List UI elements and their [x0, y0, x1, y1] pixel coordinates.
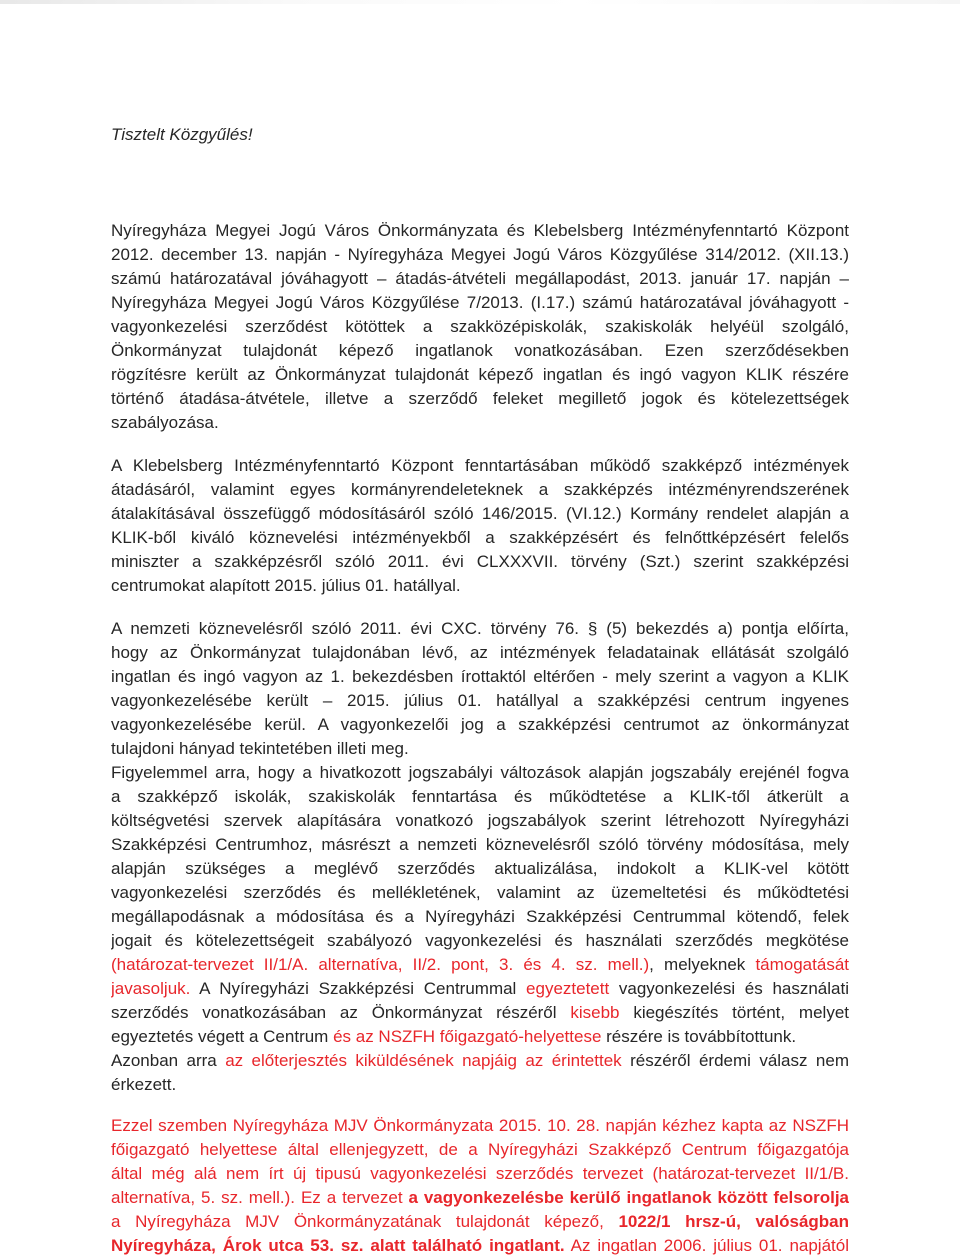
line-text: Azonban arra	[111, 1051, 226, 1070]
paragraph-line	[111, 1049, 849, 1073]
paragraph-line: érkezett.	[111, 1075, 177, 1094]
bold-text: 1022/1 hrsz-ú, valóságban	[618, 1212, 849, 1231]
paragraph-line: Ezzel szemben Nyíregyháza MJV Önkormányzata 2015. 10. 28. napján kézhez kapta az NSZFH	[111, 1116, 849, 1135]
paragraph-1	[111, 219, 849, 435]
paragraph-line: vagyonkezelésébe került – 2015. július 01. hatállyal a szakképzési centrum ingyenes	[111, 691, 849, 710]
paragraph-line: vagyonkezelési szerződés és mellékletének, valamint az üzemeltetési és működtetési	[111, 883, 849, 902]
line-text: részéről érdemi válasz nem	[621, 1051, 849, 1070]
line-text: alternatíva, 5. sz. mell.). Ez a tervezet	[111, 1188, 409, 1207]
paragraph-line: Szakképzési Centrumhoz, másrészt a nemzeti köznevelésről szóló törvény módosítása, mely	[111, 835, 849, 854]
line-text: a Nyíregyháza MJV Önkormányzatának tulajdonát képező,	[111, 1212, 619, 1231]
paragraph-line: Önkormányzat tulajdonát képező ingatlanok vonatkozásában. Ezen szerződésekben	[111, 341, 849, 360]
paragraph-line: A Klebelsberg Intézményfenntartó Központ fenntartásában működő szakképző intézmények	[111, 456, 849, 475]
highlight-text: támogatását	[755, 955, 849, 974]
paragraph-line	[111, 1234, 849, 1258]
highlight-text: kisebb	[570, 1003, 620, 1022]
paragraph-line: centrumokat alapított 2015. július 01. hatállyal.	[111, 576, 461, 595]
highlight-text: javasoljuk.	[111, 979, 191, 998]
line-text: Az ingatlan 2006. július 01. napjától	[564, 1236, 849, 1255]
line-text: A Nyíregyházi Szakképzési Centrummal	[190, 979, 527, 998]
paragraph-line: történő átadása-átvétele, illetve a szerződő feleket megillető jogok és kötelezettségek	[111, 389, 849, 408]
paragraph-line	[111, 953, 849, 977]
paragraph-line: költségvetési szervek alapítására vonatkozó jogszabályok szerint létrehozott Nyíregyházi	[111, 811, 849, 830]
paragraph-line: a szakképző iskolák, szakiskolák fenntartása és működtetése a KLIK-től átkerült a	[111, 787, 849, 806]
paragraph-5	[111, 1114, 849, 1258]
salutation: Tisztelt Közgyűlés!	[111, 125, 253, 144]
paragraph-line: Figyelemmel arra, hogy a hivatkozott jogszabályi változások alapján jogszabály erejénél fogva	[111, 763, 849, 782]
paragraph-line	[111, 977, 849, 1001]
paragraph-line: hogy az Önkormányzat tulajdonában lévő, az intézmények feladatainak ellátását szolgáló	[111, 643, 849, 662]
paragraph-line: által még alá nem írt új tipusú vagyonkezelési szerződés tervezet (határozat-tervezet II/1/B.	[111, 1164, 849, 1183]
bold-text: Nyíregyháza, Árok utca 53. sz. alatt található ingatlant.	[111, 1236, 565, 1255]
line-text: egyeztetés végett a Centrum	[111, 1027, 334, 1046]
paragraph-line: 2012. december 13. napján - Nyíregyháza Megyei Jogú Város Közgyűlése 314/2012. (XII.13.)	[111, 245, 849, 264]
bold-text: a vagyonkezelésbe kerülő ingatlanok között felsorolja	[408, 1188, 849, 1207]
paragraph-3	[111, 617, 849, 761]
paragraph-line: rögzítésre került az Önkormányzat tulajdonát képező ingatlan és ingó vagyon KLIK részére	[111, 365, 849, 384]
paragraph-line: megállapodásnak a módosítása és a Nyíregyházi Szakképzési Centrummal kötendő, felek	[111, 907, 849, 926]
paragraph-line	[111, 1186, 849, 1210]
highlight-text: egyeztetett	[526, 979, 610, 998]
paragraph-2	[111, 454, 849, 598]
paragraph-line: miniszter a szakképzésről szóló 2011. évi CLXXXVII. törvény (Szt.) szerint szakképzési	[111, 552, 849, 571]
paragraph-4	[111, 761, 849, 1097]
paragraph-line: ingatlan és ingó vagyon az 1. bekezdésben írottaktól eltérően - mely szerint a vagyon a KLIK	[111, 667, 849, 686]
highlight-text: az előterjesztés kiküldésének napjáig az érintettek	[225, 1051, 622, 1070]
paragraph-line: jogait és kötelezettségeit szabályozó vagyonkezelési és használati szerződés megkötése	[111, 931, 849, 950]
paragraph-line: vagyonkezelési szerződést kötöttek a szakközépiskolák, szakiskolák helyéül szolgáló,	[111, 317, 849, 336]
paragraph-line: főigazgató helyettese által ellenjegyzett, de a Nyíregyházi Szakképző Centrum főigazgatója	[111, 1140, 849, 1159]
line-text: részére is továbbítottunk.	[601, 1027, 797, 1046]
line-text: kiegészítés történt, melyet	[619, 1003, 849, 1022]
paragraph-line: KLIK-ből kiváló köznevelési intézményekből a szakképzésért és felnőttképzésért felelős	[111, 528, 849, 547]
paragraph-line: átalakításával összefüggő módosításáról szóló 146/2015. (VI.12.) Kormány rendelet alapján a	[111, 504, 849, 523]
paragraph-line	[111, 1025, 849, 1049]
paragraph-line	[111, 1210, 849, 1234]
paragraph-line: vagyonkezelésébe kerül. A vagyonkezelői jog a szakképzési centrumot az önkormányzat	[111, 715, 849, 734]
paragraph-line: számú határozatával jóváhagyott – átadás-átvételi megállapodást, 2013. január 17. napján –	[111, 269, 849, 288]
paragraph-line: alapján szükséges a meglévő szerződés aktualizálása, indokolt a KLIK-vel kötött	[111, 859, 849, 878]
paragraph-line: tulajdoni hányad tekintetében illeti meg.	[111, 739, 409, 758]
paragraph-line: szabályozása.	[111, 413, 219, 432]
line-text: vagyonkezelési és használati	[609, 979, 849, 998]
line-text: , melyeknek	[649, 955, 756, 974]
paragraph-line: Nyíregyháza Megyei Jogú Város Önkormányzata és Klebelsberg Intézményfenntartó Központ	[111, 221, 849, 240]
scan-edge	[0, 0, 960, 4]
paragraph-line: Nyíregyháza Megyei Jogú Város Közgyűlése 7/2013. (I.17.) számú határozatával jóváhagyott -	[111, 293, 849, 312]
highlight-text: és az NSZFH főigazgató-helyettese	[333, 1027, 602, 1046]
paragraph-line: A nemzeti köznevelésről szóló 2011. évi CXC. törvény 76. § (5) bekezdés a) pontja előírta,	[111, 619, 849, 638]
line-text: szerződés vonatkozásában az Önkormányzat részéről	[111, 1003, 571, 1022]
paragraph-line: átadásáról, valamint egyes kormányrendeleteknek a szakképzés intézményrendszerének	[111, 480, 849, 499]
paragraph-line	[111, 1001, 849, 1025]
highlight-text: (határozat-tervezet II/1/A. alternatíva, II/2. pont, 3. és 4. sz. mell.)	[111, 955, 650, 974]
